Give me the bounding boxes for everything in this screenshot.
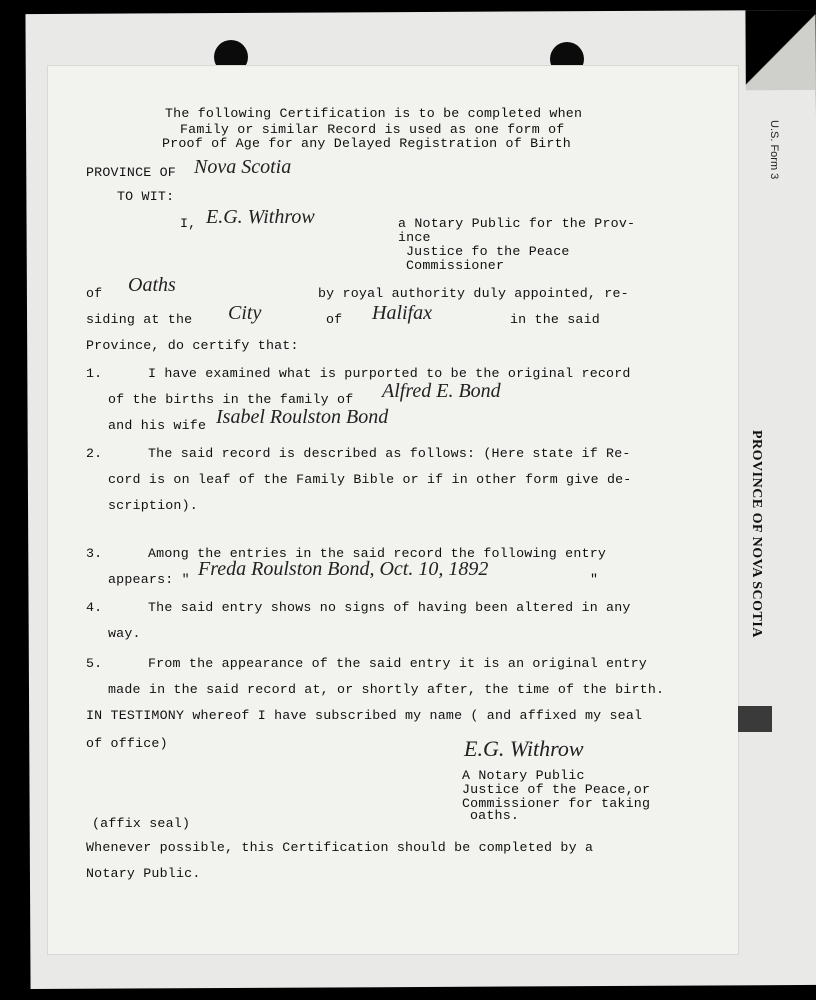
of-prefix: of	[86, 286, 103, 301]
item-number: 4.	[86, 600, 103, 615]
appointed-text: by royal authority duly appointed, re-	[318, 286, 629, 301]
footer-note-1: Whenever possible, this Certification should be completed by a	[86, 840, 594, 855]
birth-entry: Freda Roulston Bond, Oct. 10, 1892	[198, 558, 489, 580]
of-label: of	[326, 312, 343, 327]
affix-seal: (affix seal)	[92, 816, 191, 831]
header-line-2: Family or similar Record is used as one form of	[180, 122, 565, 137]
father-name: Alfred E. Bond	[382, 380, 501, 402]
tape-strip	[738, 706, 772, 732]
i-prefix: I,	[180, 216, 197, 231]
item-number: 2.	[86, 446, 103, 461]
residing-prefix: siding at the	[86, 312, 193, 327]
notary-name: E.G. Withrow	[206, 206, 315, 228]
mother-name: Isabel Roulston Bond	[216, 406, 389, 428]
testimony-line-2: of office)	[86, 736, 168, 751]
city-value: Halifax	[372, 302, 432, 324]
sig-title-2: Justice of the Peace,or	[462, 782, 651, 797]
footer-note-2: Notary Public.	[86, 866, 201, 881]
sig-title-3: Commissioner for taking	[462, 796, 651, 811]
item-5-line-2: made in the said record at, or shortly after, the time of the birth.	[108, 682, 665, 697]
item-2-line-1: The said record is described as follows: (Here state if Re-	[148, 446, 631, 461]
item-number: 5.	[86, 656, 103, 671]
province-side-label: PROVINCE OF NOVA SCOTIA	[749, 430, 764, 638]
folded-corner	[745, 10, 815, 90]
item-3-prefix: appears: "	[108, 572, 190, 587]
item-2-line-2: cord is on leaf of the Family Bible or if in other form give de-	[108, 472, 632, 487]
role-line-1: a Notary Public for the Prov-	[398, 216, 636, 231]
role-line-4: Commissioner	[406, 258, 505, 273]
province-label: PROVINCE OF	[86, 165, 176, 180]
of-value: Oaths	[128, 274, 176, 296]
item-3-line-1: Among the entries in the said record the following entry	[148, 546, 607, 561]
province-value: Nova Scotia	[194, 156, 292, 178]
item-5-line-1: From the appearance of the said entry it is an original entry	[148, 656, 647, 671]
item-number: 3.	[86, 546, 103, 561]
residing-value: City	[228, 302, 262, 324]
role-line-2: ince	[398, 230, 431, 245]
role-line-3: Justice fo the Peace	[406, 244, 570, 259]
form-label: U.S. Form 3	[768, 120, 780, 180]
item-3-suffix: "	[590, 572, 599, 587]
header-line-1: The following Certification is to be completed when	[165, 106, 583, 121]
testimony-line-1: IN TESTIMONY whereof I have subscribed my name ( and affixed my seal	[86, 708, 643, 723]
sig-title-4: oaths.	[470, 808, 520, 823]
item-1-line-1: I have examined what is purported to be the original record	[148, 366, 631, 381]
to-wit: TO WIT:	[117, 189, 175, 204]
sig-title-1: A Notary Public	[462, 768, 585, 783]
item-4-line-1: The said entry shows no signs of having been altered in any	[148, 600, 631, 615]
in-the-said: in the said	[510, 312, 600, 327]
item-1-line-2: of the births in the family of	[108, 392, 354, 407]
signature: E.G. Withrow	[464, 736, 584, 761]
header-line-3: Proof of Age for any Delayed Registration of Birth	[162, 136, 571, 151]
item-4-line-2: way.	[108, 626, 141, 641]
certify-line: Province, do certify that:	[86, 338, 299, 353]
item-number: 1.	[86, 366, 103, 381]
item-2-line-3: scription).	[108, 498, 198, 513]
wife-label: and his wife	[108, 418, 207, 433]
